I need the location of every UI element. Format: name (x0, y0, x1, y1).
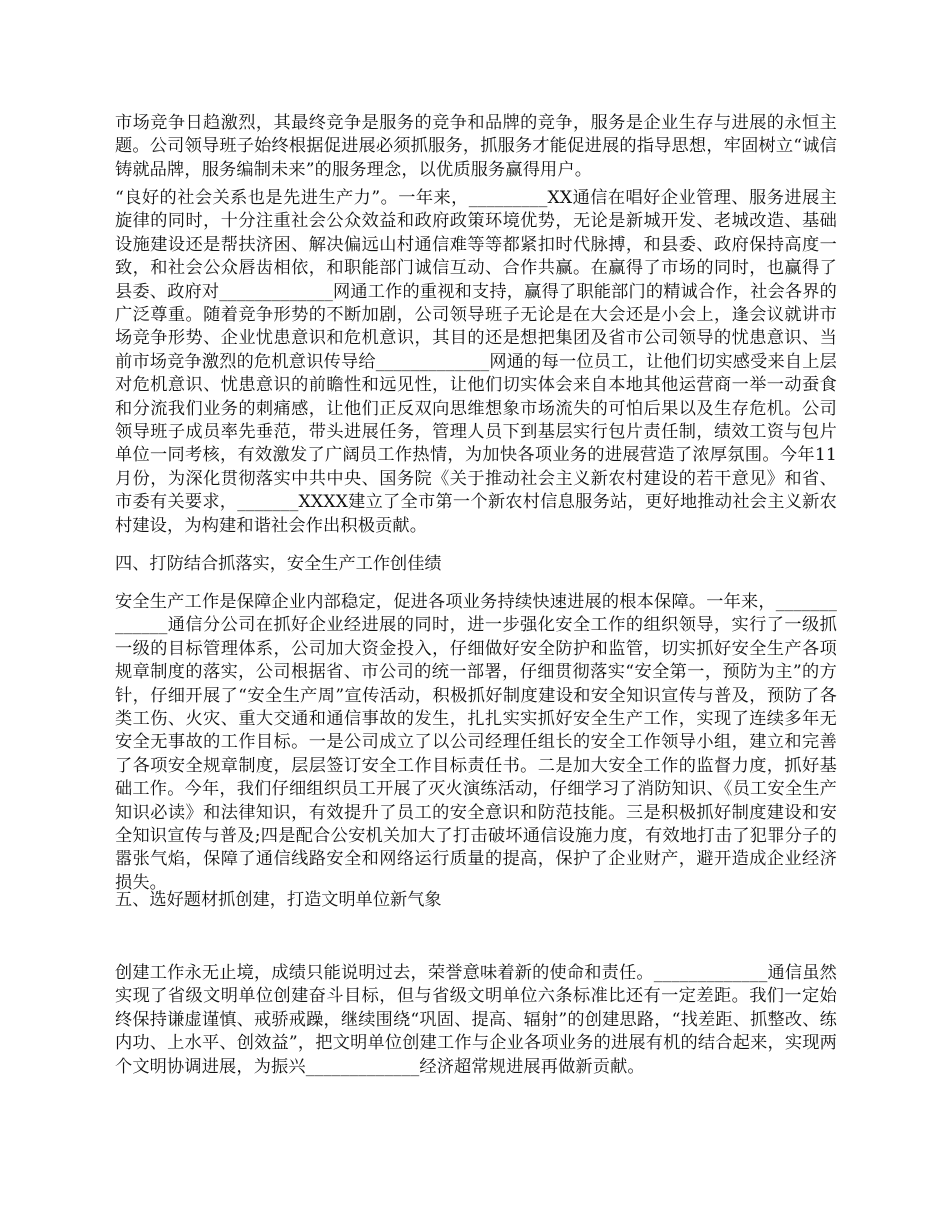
paragraph-safety-production: 安全生产工作是保障企业内部稳定，促进各项业务持续快速进展的根本保障。一年来，_____________通信分公司在抓好企业经进展的同时，进一步强化安全工作的组织领导，实行了一级抓一级的目标管理体系，公司加大资金投入，仔细做好安全防护和监管，切实抓好安全生产各项规章制度的落实，公司根据省、市公司的统一部署，仔细贯彻落实“安全第一，预防为主”的方针，仔细开展了“安全生产周”宣传活动，积极抓好制度建设和安全知识宣传与普及，预防了各类工伤、火灾、重大交通和通信事故的发生，扎扎实实抓好安全生产工作，实现了连续多年无安全无事故的工作目标。一是公司成立了以公司经理任组长的安全工作领导小组，建立和完善了各项安全规章制度，层层签订安全工作目标责任书。二是加大安全工作的监督力度，抓好基础工作。今年，我们仔细组织员工开展了灭火演练活动，仔细学习了消防知识、《员工安全生产知识必读》和法律知识，有效提升了员工的安全意识和防范技能。三是积极抓好制度建设和安全知识宣传与普及;四是配合公安机关加大了打击破坏通信设施力度，有效地打击了犯罪分子的嚣张气焰，保障了通信线路安全和网络运行质量的提高，保护了企业财产，避开造成企业经济损失。 (115, 592, 837, 893)
section-heading-civilization: 五、选好题材抓创建，打造文明单位新气象 (115, 890, 442, 910)
section-heading-safety: 四、打防结合抓落实，安全生产工作创佳绩 (115, 554, 442, 574)
paragraph-civilization-creation: 创建工作永无止境，成绩只能说明过去，荣誉意味着新的使命和责任。_____________通信虽然实现了省级文明单位创建奋斗目标，但与省级文明单位六条标准比还有一定差距。我们一定始终保持谦虚谨慎、戒骄戒躁，继续围绕“巩固、提高、辐射”的创建思路，“找差距、抓整改、练内功、上水平、创效益”，把文明单位创建工作与企业各项业务的进展有机的结合起来，实现两个文明协调进展，为振兴_____________经济超常规进展再做新贡献。 (115, 963, 837, 1077)
paragraph-social-relations: “良好的社会关系也是先进生产力”。一年来，_________XX通信在唱好企业管理、服务进展主旋律的同时，十分注重社会公众效益和政府政策环境优势，无论是新城开发、老城改造、基础设施建设还是帮扶济困、解决偏远山村通信难等等都紧扣时代脉搏，和县委、政府保持高度一致，和社会公众唇齿相依，和职能部门诚信互动、合作共赢。在赢得了市场的同时，也赢得了县委、政府对_____________网通工作的重视和支持，赢得了职能部门的精诚合作，社会各界的广泛尊重。随着竞争形势的不断加剧，公司领导班子无论是在大会还是小会上，逢会议就讲市场竞争形势、企业忧患意识和危机意识，其目的还是想把集团及省市公司领导的忧患意识、当前市场竞争激烈的危机意识传导给_____________网通的每一位员工，让他们切实感受来自上层对危机意识、忧患意识的前瞻性和远见性，让他们切实体会来自本地其他运营商一举一动蚕食和分流我们业务的刺痛感，让他们正反双向思维想象市场流失的可怕后果以及生存危机。公司领导班子成员率先垂范，带头进展任务，管理人员下到基层实行包片责任制，绩效工资与包片单位一同考核，有效激发了广阔员工作热情，为加快各项业务的进展营造了浓厚氛围。今年11月份，为深化贯彻落实中共中央、国务院《关于推动社会主义新农村建设的若干意见》和省、市委有关要求，_______XXXX建立了全市第一个新农村信息服务站，更好地推动社会主义新农村建设，为构建和谐社会作出积极贡献。 (115, 188, 837, 536)
paragraph-service-theme: 市场竞争日趋激烈，其最终竞争是服务的竞争和品牌的竞争，服务是企业生存与进展的永恒主题。公司领导班子始终根据促进展必须抓服务，抓服务才能促进展的指导思想，牢固树立“诚信铸就品牌，服务编制未来”的服务理念，以优质服务赢得用户。 (115, 113, 837, 180)
